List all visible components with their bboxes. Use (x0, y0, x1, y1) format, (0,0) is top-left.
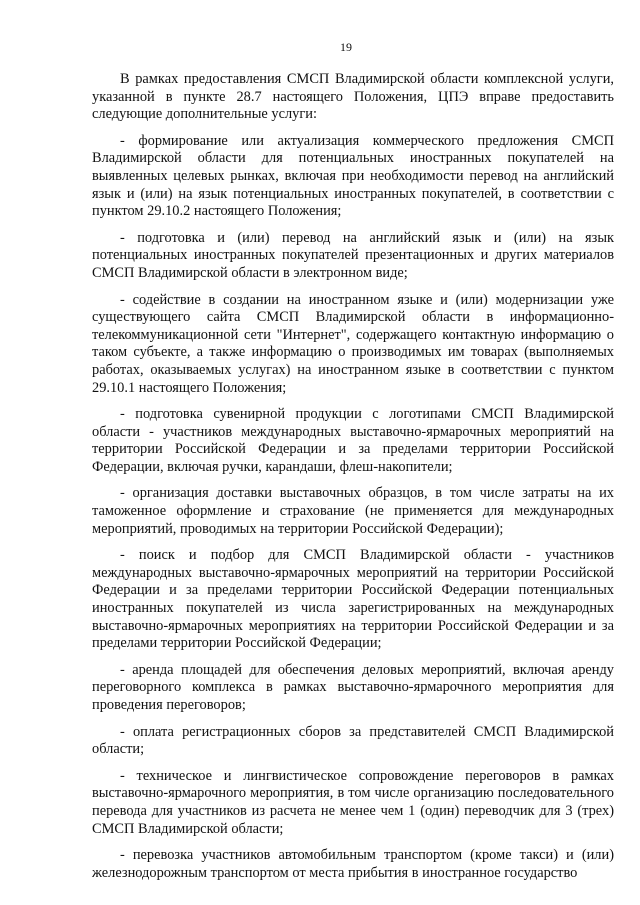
paragraph-intro: В рамках предоставления СМСП Владимирской области комплексной услуги, указанной в пункте 28.7 настоящего Положения, ЦПЭ вправе предоставить следующие дополнительные услуги: (92, 71, 614, 123)
paragraph-delivery: - организация доставки выставочных образцов, в том числе затраты на их таможенное оформление и страхование (не применяется для международных мероприятий, проводимых на территории Российской Федерации); (92, 485, 614, 537)
paragraph-interpretation: - техническое и лингвистическое сопровождение переговоров в рамках выставочно-ярмарочного мероприятия, в том числе организацию последовательного перевода для участников из расчета не менее чем 1 (один) переводчик для 3 (трех) СМСП Владимирской области; (92, 767, 614, 837)
paragraph-souvenirs: - подготовка сувенирной продукции с логотипами СМСП Владимирской области - участников международных выставочно-ярмарочных мероприятий на территории Российской Федерации и за пределами территории Российской Федерации, включая ручки, карандаши, флеш-накопители; (92, 406, 614, 475)
paragraph-transport: - перевозка участников автомобильным транспортом (кроме такси) и (или) железнодорожным транспортом от места прибытия в иностранное государство (92, 847, 614, 881)
paragraph-rent: - аренда площадей для обеспечения деловых мероприятий, включая аренду переговорного комплекса в рамках выставочно-ярмарочного мероприятия для проведения переговоров; (92, 661, 614, 713)
paragraph-translation: - подготовка и (или) перевод на английский язык и (или) на язык потенциальных иностранных покупателей презентационных и других материалов СМСП Владимирской области в электронном виде; (92, 229, 614, 281)
paragraph-registration-fees: - оплата регистрационных сборов за представителей СМСП Владимирской области; (92, 723, 614, 758)
paragraph-commercial-offer: - формирование или актуализация коммерческого предложения СМСП Владимирской области для потенциальных иностранных покупателей на выявленных целевых рынках, включая при необходимости перевод на английский язык и (или) на язык потенциальных иностранных покупателей, в соответствии с пунктом 29.10.2 настоящего Положения; (92, 132, 614, 220)
page-number: 19 (340, 40, 352, 54)
paragraph-search-buyers: - поиск и подбор для СМСП Владимирской области - участников международных выставочно-ярмарочных мероприятий на территории Российской Федерации и за пределами территории Российской Федерации потенциальных иностранных покупателей из числа зарегистрированных на международных выставочно-ярмарочных мероприятиях на территории Российской Федерации и за пределами территории Российской Федерации; (92, 547, 614, 652)
paragraph-website: - содействие в создании на иностранном языке и (или) модернизации уже существующего сайта СМСП Владимирской области в информационно-телекоммуникационной сети "Интернет", содержащего контактную информацию о таком субъекте, а также информацию о производимых им товарах (выполняемых работах, оказываемых услугах) на иностранном языке в соответствии с пунктом 29.10.1 настоящего Положения; (92, 291, 614, 396)
